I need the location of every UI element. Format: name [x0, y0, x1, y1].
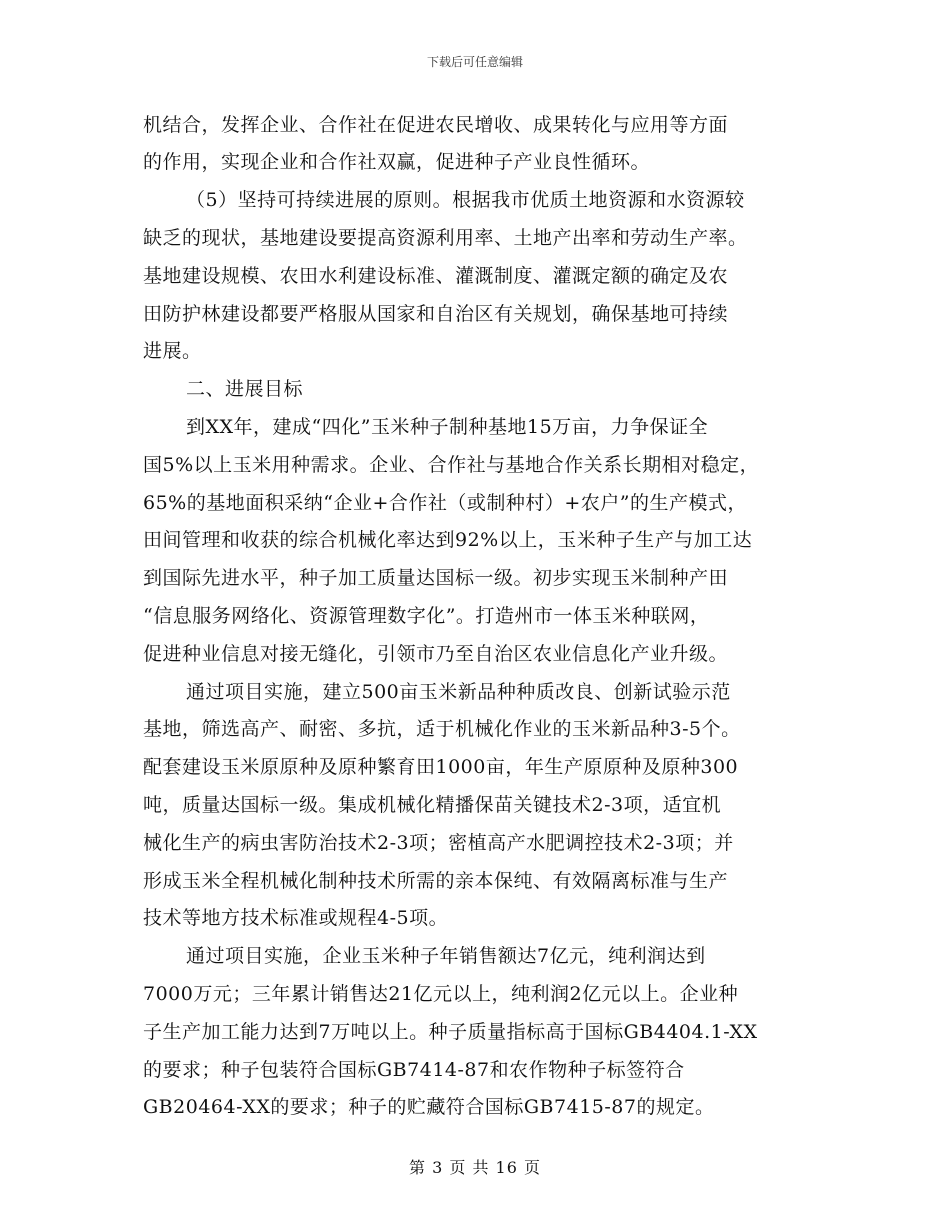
- body-line: 吨，质量达国标一级。集成机械化精播保苗关键技术2-3项，适宜机: [143, 794, 722, 816]
- body-line: 的作用，实现企业和合作社双赢，促进种子产业良性循环。: [143, 151, 651, 173]
- body-line: 促进种业信息对接无缝化，引领市乃至自治区农业信息化产业升级。: [143, 643, 729, 665]
- body-line: 65%的基地面积采纳“企业+合作社（或制种村）+农户”的生产模式，: [143, 492, 747, 514]
- body-line: 到XX年，建成“四化”玉米种子制种基地15万亩，力争保证全: [186, 416, 709, 438]
- body-line: 基地建设规模、农田水利建设标准、灌溉制度、灌溉定额的确定及农: [143, 265, 729, 287]
- body-line: 缺乏的现状，基地建设要提高资源利用率、土地产出率和劳动生产率。: [143, 227, 748, 249]
- body-line: 通过项目实施，建立500亩玉米新品种种质改良、创新试验示范: [186, 681, 731, 703]
- body-line: 技术等地方技术标准或规程4-5项。: [143, 907, 449, 929]
- body-line: 到国际先进水平，种子加工质量达国标一级。初步实现玉米制种产田: [143, 567, 729, 589]
- body-line: 田间管理和收获的综合机械化率达到92%以上，玉米种子生产与加工达: [143, 529, 753, 551]
- body-line: 基地，筛选高产、耐密、多抗，适于机械化作业的玉米新品种3-5个。: [143, 718, 741, 740]
- body-line: 的要求；种子包装符合国标GB7414-87和农作物种子标签符合: [143, 1059, 685, 1081]
- page-header: 下载后可任意编辑: [426, 55, 523, 69]
- section-heading: 二、进展目标: [186, 378, 304, 400]
- body-line: 配套建设玉米原原种及原种繁育田1000亩，年生产原原种及原种300: [143, 756, 739, 778]
- body-line: “信息服务网络化、资源管理数字化”。打造州市一体玉米种联网，: [143, 605, 710, 627]
- body-line: 通过项目实施，企业玉米种子年销售额达7亿元，纯利润达到: [186, 945, 706, 967]
- body-line: 子生产加工能力达到7万吨以上。种子质量指标高于国标GB4404.1-XX: [143, 1021, 758, 1043]
- body-line: 械化生产的病虫害防治技术2-3项；密植高产水肥调控技术2-3项；并: [143, 832, 734, 854]
- body-line: 7000万元；三年累计销售达21亿元以上，纯利润2亿元以上。企业种: [143, 983, 739, 1005]
- body-line: 机结合，发挥企业、合作社在促进农民增收、成果转化与应用等方面: [143, 114, 729, 136]
- body-line: （5）坚持可持续进展的原则。根据我市优质土地资源和水资源较: [186, 189, 745, 211]
- page-footer: 第 3 页 共 16 页: [409, 1158, 541, 1177]
- body-line: GB20464-XX的要求；种子的贮藏符合国标GB7415-87的规定。: [143, 1096, 715, 1118]
- body-line: 形成玉米全程机械化制种技术所需的亲本保纯、有效隔离标准与生产: [143, 870, 729, 892]
- body-line: 进展。: [143, 340, 202, 362]
- body-line: 田防护林建设都要严格服从国家和自治区有关规划，确保基地可持续: [143, 303, 729, 325]
- body-line: 国5%以上玉米用种需求。企业、合作社与基地合作关系长期相对稳定，: [143, 454, 760, 476]
